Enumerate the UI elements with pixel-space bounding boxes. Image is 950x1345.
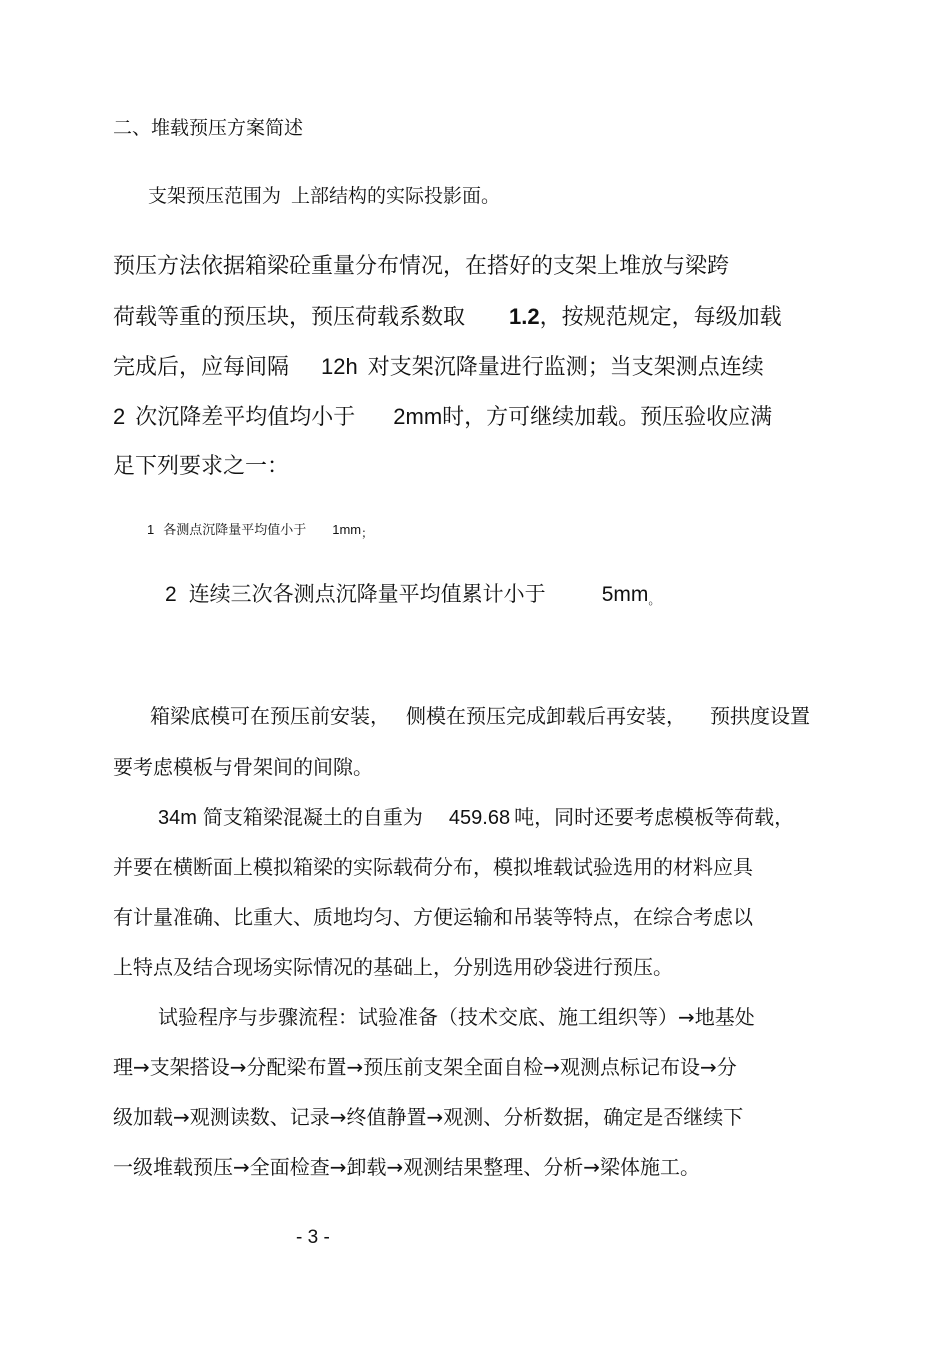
formwork-line-1-b: 侧模在预压完成卸载后再安装， bbox=[406, 704, 686, 728]
weight-line-2: 并要在横断面上模拟箱梁的实际载荷分布，模拟堆载试验选用的材料应具 bbox=[113, 855, 753, 879]
scope-text-b: 上部结构的实际投影面。 bbox=[291, 185, 501, 207]
method-line-3-a: 完成后，应每间隔 bbox=[113, 355, 290, 380]
formwork-line-1-c: 预拱度设置 bbox=[710, 704, 810, 728]
weight-line-1-d: 吨，同时还要考虑模板等荷载， bbox=[514, 805, 795, 829]
section-heading: 二、堆载预压方案简述 bbox=[113, 117, 304, 139]
requirement-1 bbox=[147, 523, 373, 539]
procedure-line-1: 试验程序与步骤流程：试验准备（技术交底、施工组织等）→地基处 bbox=[158, 1005, 755, 1029]
requirement-2 bbox=[165, 584, 660, 606]
formwork-line-1 bbox=[150, 706, 810, 726]
method-line-3-c: 对支架沉降量进行监测；当支架测点连续 bbox=[367, 355, 764, 380]
procedure-line-2: 理→支架搭设→分配梁布置→预压前支架全面自检→观测点标记布设→分 bbox=[113, 1055, 737, 1079]
interval-value: 12h bbox=[321, 354, 358, 379]
procedure-line-4: 一级堆载预压→全面检查→卸载→观测结果整理、分析→梁体施工。 bbox=[113, 1155, 701, 1179]
method-line-2-c: ，按规范规定，每级加载 bbox=[539, 305, 782, 330]
method-line-2-a: 荷载等重的预压块，预压荷载系数取 bbox=[113, 305, 466, 330]
weight-line-1-b: 简支箱梁混凝土的自重为 bbox=[202, 805, 423, 829]
self-weight-value: 459.68 bbox=[448, 807, 511, 829]
requirement-1-value: 1mm bbox=[332, 522, 362, 537]
requirement-2-value: 5mm bbox=[601, 583, 649, 606]
method-line-5: 足下列要求之一： bbox=[113, 454, 290, 479]
requirement-2-text: 连续三次各测点沉降量平均值累计小于 bbox=[188, 582, 546, 606]
requirement-1-number: 1 bbox=[147, 522, 155, 537]
procedure-line-3: 级加载→观测读数、记录→终值静置→观测、分析数据，确定是否继续下 bbox=[113, 1105, 744, 1129]
method-line-1: 预压方法依据箱梁砼重量分布情况，在搭好的支架上堆放与梁跨 bbox=[113, 254, 730, 279]
formwork-line-2: 要考虑模板与骨架间的间隙。 bbox=[113, 755, 373, 779]
scope-text-a: 支架预压范围为 bbox=[148, 185, 282, 207]
weight-line-4: 上特点及结合现场实际情况的基础上，分别选用砂袋进行预压。 bbox=[113, 955, 673, 979]
method-line-4-b: 次沉降差平均值均小于 bbox=[135, 405, 356, 430]
requirement-2-separator: 。 bbox=[648, 593, 661, 607]
formwork-line-1-a: 箱梁底模可在预压前安装， bbox=[150, 704, 390, 728]
weight-line-3: 有计量准确、比重大、质地均匀、方便运输和吊装等特点，在综合考虑以 bbox=[113, 905, 753, 929]
method-line-3 bbox=[113, 356, 764, 379]
load-coefficient: 1.2 bbox=[509, 304, 540, 329]
requirement-2-number: 2 bbox=[165, 583, 177, 606]
requirement-1-text: 各测点沉降量平均值小于 bbox=[163, 523, 307, 538]
weight-line-1 bbox=[158, 807, 794, 828]
page-number: - 3 - bbox=[296, 1227, 330, 1248]
paragraph-scope bbox=[148, 187, 500, 206]
count-value: 2 bbox=[113, 404, 126, 429]
requirement-1-separator: ； bbox=[361, 526, 374, 540]
span-length-value: 34m bbox=[158, 807, 197, 829]
settlement-limit-value: 2mm bbox=[393, 404, 443, 429]
method-line-2 bbox=[113, 306, 782, 329]
method-line-4 bbox=[113, 406, 772, 429]
method-line-4-d: 时，方可继续加载。预压验收应满 bbox=[442, 405, 773, 430]
